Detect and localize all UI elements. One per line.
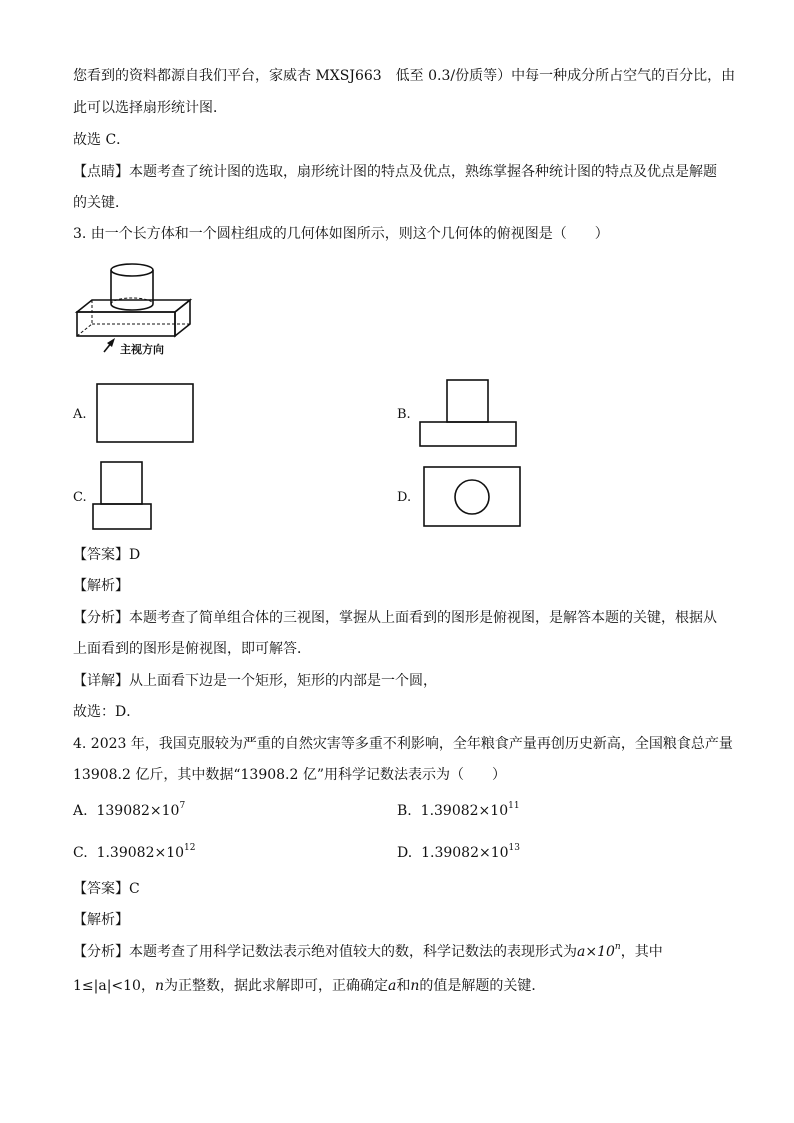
q3-analysis-line2: 上面看到的图形是俯视图，即可解答． <box>73 641 311 657</box>
q2-comment-line2: 的关键． <box>73 195 129 211</box>
q3-option-c-figure <box>92 461 154 531</box>
q4-stem-line1: 4. 2023 年，我国克服较为严重的自然灾害等多重不利影响，全年粮食产量再创历史新高，全国粮食总产量 <box>73 736 733 752</box>
q3-option-d-figure <box>423 466 521 528</box>
q2-comment-line1: 【点睛】本题考查了统计图的选取，扇形统计图的特点及优点，熟练掌握各种统计图的特点及优点是解题 <box>73 164 717 180</box>
q3-answer: 【答案】D <box>73 547 141 563</box>
q4-analysis-range: 1≤|a|<10， <box>73 978 155 994</box>
q4-option-d-label: D. <box>397 845 413 861</box>
q2-text-line1: 您看到的资料都源自我们平台，家威杏 MXSJ663 低至 0.3/份质等）中每一种成分所占空气的百分比，由 <box>73 68 736 84</box>
q3-detail: 【详解】从上面看下边是一个矩形，矩形的内部是一个圆， <box>73 673 437 689</box>
q3-option-d-label: D. <box>397 490 412 505</box>
q4-stem-line2: 13908.2 亿斤，其中数据“13908.2 亿”用科学记数法表示为（ ） <box>73 767 507 783</box>
q2-choice: 故选 C． <box>73 132 131 148</box>
q4-analysis-and: 和 <box>396 978 411 994</box>
q4-analysis-var-n2: n <box>410 978 420 994</box>
q3-option-a-figure <box>96 383 194 443</box>
q4-option-a-label: A. <box>73 803 88 819</box>
q3-stem: 3. 由一个长方体和一个圆柱组成的几何体如图所示，则这个几何体的俯视图是（ ） <box>73 226 609 242</box>
q4-analysis-line2-post: 的值是解题的关键． <box>419 978 546 994</box>
q4-option-c-label: C. <box>73 845 88 861</box>
q4-answer: 【答案】C <box>73 881 140 897</box>
q3-option-b-label: B. <box>397 407 411 422</box>
q4-analysis-line1-post: ，其中 <box>620 944 663 960</box>
q4-analysis-var-a: a <box>388 978 397 994</box>
q4-analysis-formula-exp: n <box>614 942 621 952</box>
q4-option-d-mantissa: 1.39082×10 <box>421 845 509 861</box>
q3-analysis-title: 【解析】 <box>73 578 129 594</box>
q4-option-d-exp: 13 <box>508 843 520 853</box>
q2-text-line2: 此可以选择扇形统计图． <box>73 100 227 116</box>
q4-analysis-line2 <box>73 976 545 996</box>
q4-analysis-title: 【解析】 <box>73 912 129 928</box>
q4-analysis-formula: a×10 <box>577 944 615 960</box>
q3-figure-caption: 主视方向 <box>120 343 164 356</box>
q4-option-c-mantissa: 1.39082×10 <box>96 845 185 861</box>
q4-option-b-label: B. <box>397 803 412 819</box>
q4-option-b-mantissa: 1.39082×10 <box>420 803 509 819</box>
q4-option-c-exp: 12 <box>184 843 196 853</box>
q4-option-b-exp: 11 <box>508 801 520 811</box>
q4-analysis-line1 <box>73 942 663 962</box>
q4-option-a-exp: 7 <box>179 801 186 811</box>
q3-analysis-line1: 【分析】本题考查了简单组合体的三视图，掌握从上面看到的图形是俯视图，是解答本题的关键，根据从 <box>73 610 717 626</box>
q3-option-a-label: A. <box>73 407 87 422</box>
q4-analysis-line2-mid: 为正整数，据此求解即可，正确确定 <box>164 978 388 994</box>
q4-option-a <box>73 801 185 821</box>
q4-analysis-var-n: n <box>154 978 164 994</box>
q4-option-c <box>73 843 195 863</box>
q3-choice: 故选：D． <box>73 704 141 720</box>
q3-option-b-figure <box>419 379 517 447</box>
q4-option-d <box>397 843 520 863</box>
q3-option-c-label: C. <box>73 490 87 505</box>
q4-option-b <box>397 801 520 821</box>
q4-option-a-mantissa: 139082×10 <box>96 803 180 819</box>
q4-analysis-line1-pre: 【分析】本题考查了用科学记数法表示绝对值较大的数，科学记数法的表现形式为 <box>73 944 577 960</box>
